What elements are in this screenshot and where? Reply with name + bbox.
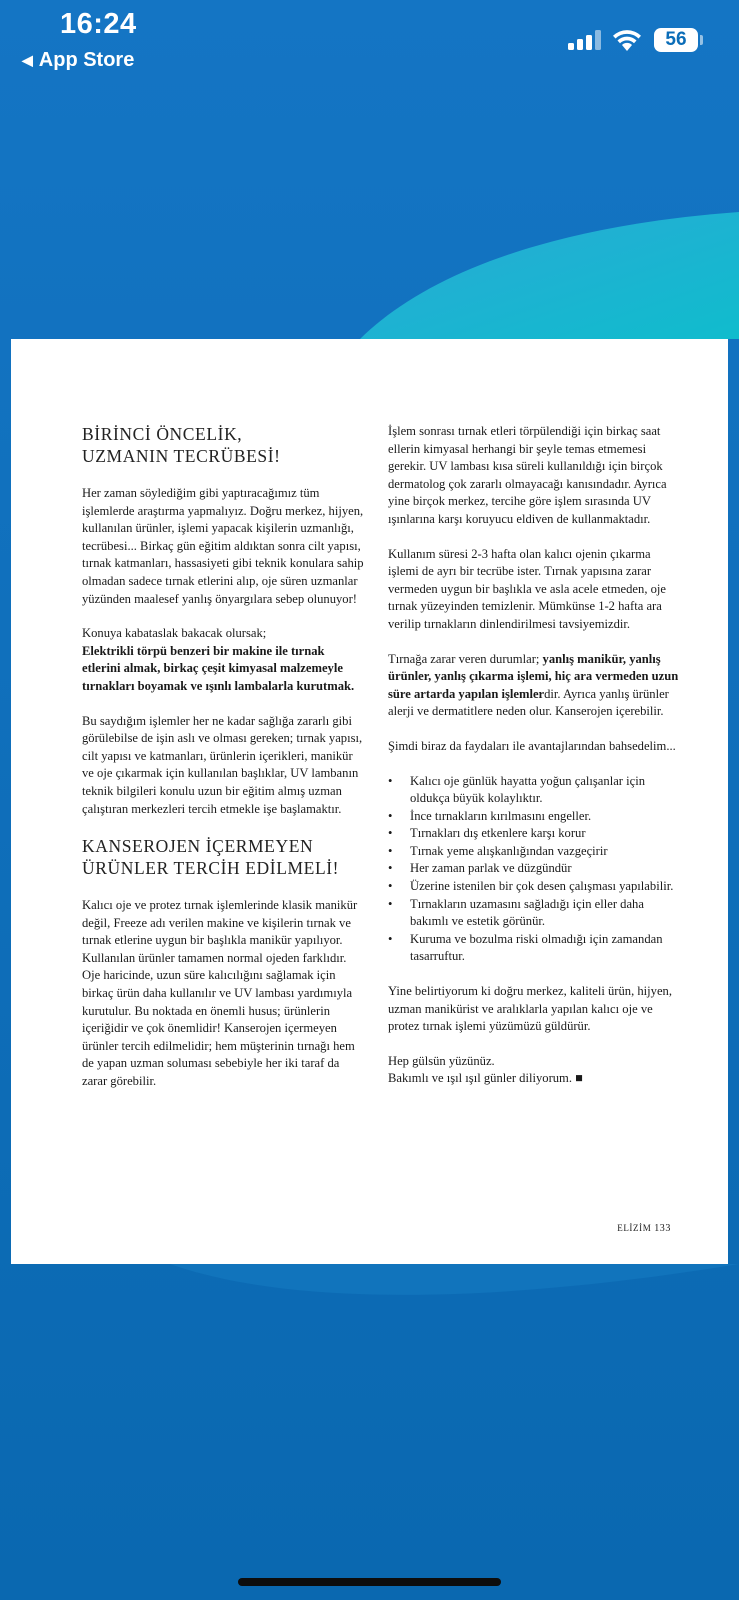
page-number: 133 [654,1223,671,1234]
heading-2-line-1: KANSEROJEN İÇERMEYEN [82,836,314,857]
list-item: • İnce tırnakların kırılmasını engeller. [388,808,680,826]
footer-brand: ELİZİM [617,1223,652,1233]
paragraph-6: Kullanım süresi 2-3 hafta olan kalıcı ojenin çıkarma işlemi de ayrı bir tecrübe ister. Tırnak yapısına zarar vermeden uygun bir başlıkla ve asla acele etmeden, oje tırnak yüzeyinden temizlenir. Mümkünse 1-2 hafta ara verilip tırnakların dinlendirilmesi tavsiyemizdir. [388,546,666,631]
magazine-page [11,339,728,1264]
left-column [82,423,364,1108]
paragraph-7-intro: Tırnağa zarar veren durumlar; [388,651,540,666]
paragraph-8: Şimdi biraz da faydaları ile avantajlarından bahsedelim... [388,738,676,753]
page-footer [617,1223,671,1234]
back-arrow-icon: ◀ [22,52,33,68]
home-indicator[interactable] [238,1578,501,1586]
list-item: • Üzerine istenilen bir çok desen çalışması yapılabilir. [388,878,680,896]
list-item: • Tırnakları dış etkenlere karşı korur [388,825,680,843]
heading-1-line-1: BİRİNCİ ÖNCELİK, [82,424,243,444]
back-to-app-store-button[interactable] [22,49,134,72]
list-item: • Tırnak yeme alışkanlığından vazgeçirir [388,843,680,861]
paragraph-5: İşlem sonrası tırnak etleri törpülendiği için birkaç saat ellerin kimyasal herhangi bir şeyle temas etmemesi gerekir. UV lambası kısa süreli kullanıldığı için birçok dermatolog çok zararlı olmayacağı kanısındadır. Ayrıca yine birçok merkez, tercihe göre işlem sırasında UV ışınlarına karşı koruyucu eldiven de kullanmaktadır. [388,424,667,526]
back-label: App Store [38,49,135,71]
list-item: • Kuruma ve bozulma riski olmadığı için zamandan tasarruftur. [388,931,680,966]
paragraph-7-rest: dir. Ayrıca yanlış ürünler alerji ve dermatitlere neden olur. Kanserojen içerebilir. [388,686,669,719]
paragraph-10 [388,1053,680,1088]
paragraph-7-bold: yanlış manikür, yanlış ürünler, yanlış çıkarma işlemi, hiç ara vermeden uzun süre artarda yapılan işlemler [388,651,679,701]
list-item: • Her zaman parlak ve düzgündür [388,860,680,878]
list-item: • Kalıcı oje günlük hayatta yoğun çalışanlar için oldukça büyük kolaylıktır. [388,773,680,808]
paragraph-2 [82,625,364,695]
paragraph-10-line-2: Bakımlı ve ışıl ışıl günler diliyorum. ■ [388,1071,583,1086]
battery-icon: 56 [654,28,698,52]
paragraph-10-line-1: Hep gülsün yüzünüz. [388,1053,495,1068]
status-time: 16:24 [60,8,137,40]
section-heading-1 [82,423,364,467]
section-heading-2 [82,835,364,879]
signal-icon [568,30,602,50]
benefits-list [388,773,680,967]
paragraph-3: Bu saydığım işlemler her ne kadar sağlığa zararlı gibi görülebilse de işin aslı ve olması gereken; tırnak yapısı, cilt yapısı ve katmanları, ürünlerin içerikleri, manikür ve oje çıkarmak için kullanılan başlıklar, UV lambanın teknik bilgileri konulu uzun bir eğitim almış uzman çalıştıran merkezleri tercih etmekle işe başlamaktır. [82,713,363,816]
paragraph-1: Her zaman söylediğim gibi yaptıracağımız tüm işlemlerde araştırma yapmalıyız. Doğru merkez, hijyen, kullanılan ürünler, işlemi yapacak kişilerin uzmanlığı, tecrübesi... Birkaç gün eğitim aldıktan sonra cilt yapısı, tırnak katmanları, hassasiyeti gibi teknik konulara sahip olmadan sadece tırnak etlerini alıp, oje süren uzmanlar yüzünden maalesef yanlış önyargılara sebep olunuyor! [82,486,364,606]
heading-1-line-2: UZMANIN TECRÜBESİ! [82,446,281,466]
paragraph-4: Kalıcı oje ve protez tırnak işlemlerinde klasik manikür değil, Freeze adı verilen makine ve kişilerin tırnak ve tırnak etlerine uygun bir başlıkla manikür yapılıyor. Kullanılan ürünler tamamen normal ojeden farklıdır. Oje haricinde, uzun süre kalıcılığını sağlamak için birkaç ürün daha kullanılır ve UV lambası yardımıyla kurutulur. Bu noktada en önemli husus; ürünlerin içeriğidir ve çok önemlidir! Kanserojen içermeyen ürünler tercih edilmelidir; hem müşterinin tırnağı hem de yapan uzman soluması sebebiyle her iki taraf da zarar görebilir. [82,898,358,1089]
paragraph-7 [388,651,680,721]
paragraph-2-intro: Konuya kabataslak bakacak olursak; [82,626,267,641]
right-column [388,423,680,1105]
wifi-icon [612,28,642,52]
battery-tip [700,35,703,45]
paragraph-9: Yine belirtiyorum ki doğru merkez, kaliteli ürün, hijyen, uzman manikürist ve aralıklarla yapılan kalıcı oje ve protez tırnak işlemi yüzümüzü güldürür. [388,984,672,1034]
paragraph-2-bold: Elektrikli törpü benzeri bir makine ile tırnak etlerini almak, birkaç çeşit kimyasal malzemeyle tırnakları boyamak ve ışınlı lambalarla kurutmak. [82,643,355,693]
status-bar [0,0,739,80]
heading-2-line-2: ÜRÜNLER TERCİH EDİLMELİ! [82,858,340,879]
list-item: • Tırnakların uzamasını sağladığı için eller daha bakımlı ve estetik görünür. [388,896,680,931]
